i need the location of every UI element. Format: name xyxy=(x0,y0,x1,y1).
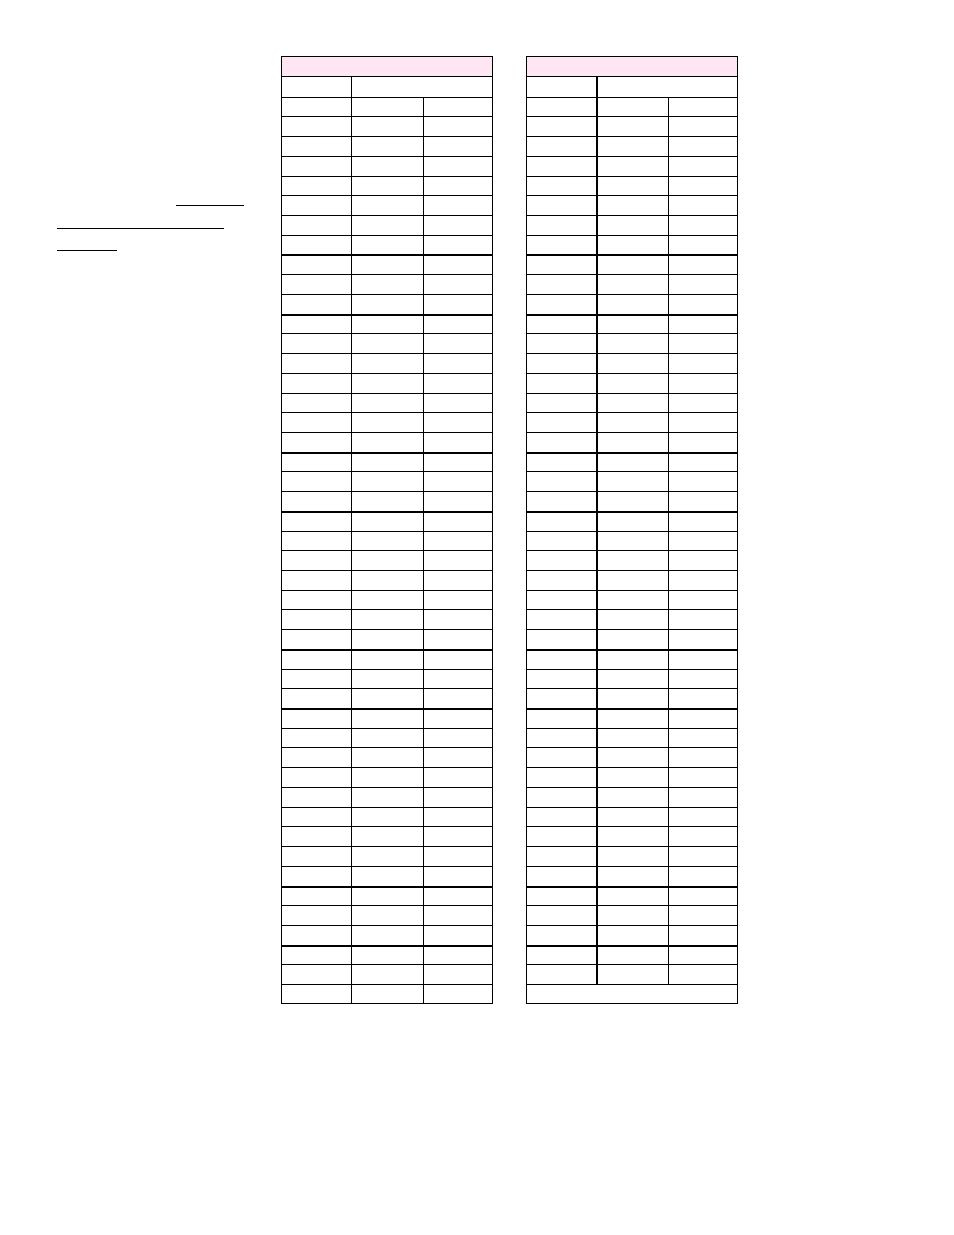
right-col-divider-2 xyxy=(668,97,669,984)
right-row-line xyxy=(527,807,737,808)
right-row-line xyxy=(527,570,737,571)
right-row-line xyxy=(527,747,737,748)
left-row-line xyxy=(282,452,492,454)
right-row-line xyxy=(527,609,737,610)
right-row-line xyxy=(527,550,737,551)
left-row-line xyxy=(282,116,492,117)
left-row-line xyxy=(282,669,492,670)
right-row-line xyxy=(527,116,737,117)
left-row-line xyxy=(282,747,492,748)
left-row-line xyxy=(282,570,492,571)
right-row-line xyxy=(527,511,737,513)
left-row-line xyxy=(282,432,492,433)
right-row-line xyxy=(527,491,737,492)
left-row-line xyxy=(282,886,492,888)
left-row-line xyxy=(282,550,492,551)
right-row-line xyxy=(527,669,737,670)
left-row-line xyxy=(282,235,492,236)
left-row-line xyxy=(282,511,492,513)
right-row-line xyxy=(527,964,737,965)
right-row-line xyxy=(527,787,737,788)
left-row-line xyxy=(282,195,492,196)
left-row-line xyxy=(282,984,492,985)
left-row-line xyxy=(282,531,492,532)
left-row-line xyxy=(282,156,492,157)
right-row-line xyxy=(527,156,737,157)
left-row-line xyxy=(282,373,492,374)
right-row-line xyxy=(527,826,737,827)
right-row-line xyxy=(527,452,737,454)
right-row-line xyxy=(527,767,737,768)
right-row-line xyxy=(527,846,737,847)
right-row-line xyxy=(527,373,737,374)
right-row-line xyxy=(527,905,737,906)
left-table-header xyxy=(282,57,492,77)
right-row-line xyxy=(527,254,737,256)
right-row-line xyxy=(527,432,737,433)
left-col-divider-2 xyxy=(423,97,424,1003)
left-row-line xyxy=(282,846,492,847)
left-row-line xyxy=(282,964,492,965)
left-row-line xyxy=(282,807,492,808)
left-row-line xyxy=(282,590,492,591)
fill-in-line-2 xyxy=(57,228,224,229)
right-row-line xyxy=(527,945,737,947)
right-row-line xyxy=(527,97,737,98)
fill-in-line-3 xyxy=(57,250,117,251)
right-row-line xyxy=(527,412,737,413)
left-row-line xyxy=(282,353,492,354)
left-row-line xyxy=(282,97,492,98)
right-row-line xyxy=(527,235,737,236)
left-row-line xyxy=(282,629,492,630)
left-row-line xyxy=(282,728,492,729)
right-row-line xyxy=(527,333,737,334)
left-row-line xyxy=(282,649,492,651)
right-row-line xyxy=(527,471,737,472)
left-table xyxy=(281,56,493,1004)
left-row-line xyxy=(282,136,492,137)
right-row-line xyxy=(527,886,737,888)
left-row-line xyxy=(282,826,492,827)
right-row-line xyxy=(527,629,737,630)
right-row-line xyxy=(527,866,737,867)
left-row-line xyxy=(282,412,492,413)
left-row-line xyxy=(282,333,492,334)
right-table xyxy=(526,56,738,1004)
left-row-line xyxy=(282,491,492,492)
left-row-line xyxy=(282,254,492,256)
left-row-line xyxy=(282,866,492,867)
right-row-line xyxy=(527,393,737,394)
left-row-line xyxy=(282,767,492,768)
left-row-line xyxy=(282,471,492,472)
right-row-line xyxy=(527,215,737,216)
left-row-line xyxy=(282,314,492,316)
right-row-line xyxy=(527,925,737,926)
right-row-line xyxy=(527,195,737,196)
left-row-line xyxy=(282,925,492,926)
right-row-line xyxy=(527,708,737,710)
right-row-line xyxy=(527,984,737,985)
left-row-line xyxy=(282,393,492,394)
right-row-line xyxy=(527,590,737,591)
left-row-line xyxy=(282,294,492,295)
right-row-line xyxy=(527,136,737,137)
right-row-line xyxy=(527,649,737,651)
right-table-header xyxy=(527,57,737,77)
right-row-line xyxy=(527,353,737,354)
right-row-line xyxy=(527,688,737,689)
right-row-line xyxy=(527,294,737,295)
right-row-line xyxy=(527,274,737,275)
right-row-line xyxy=(527,314,737,316)
left-row-line xyxy=(282,708,492,710)
left-row-line xyxy=(282,215,492,216)
right-row-line xyxy=(527,176,737,177)
left-row-line xyxy=(282,945,492,947)
left-row-line xyxy=(282,176,492,177)
left-row-line xyxy=(282,787,492,788)
right-col-divider-1 xyxy=(596,77,598,984)
fill-in-line-1 xyxy=(176,205,244,206)
right-row-line xyxy=(527,531,737,532)
left-row-line xyxy=(282,609,492,610)
right-row-line xyxy=(527,728,737,729)
left-row-line xyxy=(282,688,492,689)
left-row-line xyxy=(282,274,492,275)
left-col-divider-1 xyxy=(351,77,352,1003)
left-row-line xyxy=(282,905,492,906)
